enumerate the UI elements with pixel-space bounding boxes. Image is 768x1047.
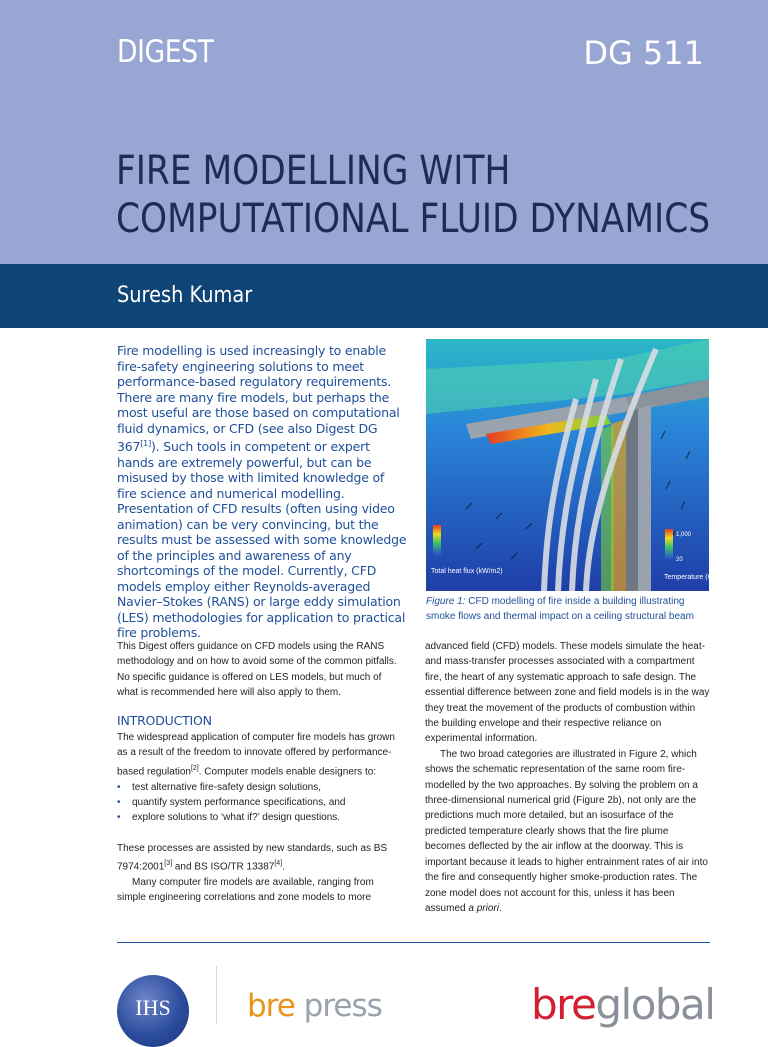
temperature-scale-min: 20 [676, 557, 683, 563]
two-categories-paragraph: The two broad categories are illustrated in Figure 2, which shows the schematic representation of the same room fire-modelled by the two approaches. By solving the problem on a three-dimensional numerical grid (Figure 2b), not only are the predictions much more detailed, but an isosurface of the predicted temperature clearly shows that the fire plume becomes deflected by the air inflow at the doorway. This is important because it leads to higher entrainment rates of air into the fire and consequently higher smoke-production rates. The zone model does not account for this, unless it has been assumed a priori. [425, 748, 708, 914]
right-column [425, 639, 710, 916]
figure-caption-text: CFD modelling of fire inside a building illustrating smoke flows and thermal impact on a ceiling structural beam [426, 596, 694, 622]
author-name: Suresh Kumar [117, 283, 253, 308]
bre-global-logo: breglobal [531, 980, 715, 1029]
abstract-reference: [1] [140, 439, 151, 448]
ihs-logo: IHS [117, 975, 189, 1047]
figure-caption [426, 594, 716, 624]
footer-divider-rule [117, 942, 710, 943]
design-uses-list [117, 780, 403, 826]
digest-series-label: DIGEST [117, 34, 214, 70]
list-item: • quantify system performance specifications, and [117, 795, 403, 810]
heat-flux-label: Total heat flux (kW/m2) [431, 568, 503, 575]
heat-flux-color-scale [433, 525, 441, 555]
list-item: • explore solutions to ‘what if?’ design questions. [117, 810, 403, 825]
standards-paragraph: These processes are assisted by new standards, such as BS 7974:2001[3] and BS ISO/TR 13387[4]. [117, 842, 388, 873]
reference-4: [4] [274, 860, 283, 868]
temperature-label: Temperature (C) [664, 574, 715, 581]
temperature-color-scale [665, 529, 673, 559]
abstract-text-part2: ). Such tools in competent or expert hands are extremely powerful, but can be misused by those with limited knowledge of fire science and numerical modelling. Presentation of CFD results (often using video animation) can be very convincing, but the results must be assessed with some knowledge of the principles and awareness of any shortcomings of the model. Currently, CFD models employ either Reynolds-averaged Navier–Stokes (RANS) or large eddy simulation (LES) methodologies for application to practical fire problems. [117, 439, 407, 641]
document-title [116, 147, 711, 243]
list-item: • test alternative fire-safety design solutions, [117, 780, 403, 795]
digest-number: DG 511 [583, 34, 704, 72]
field-models-paragraph: advanced field (CFD) models. These models simulate the heat- and mass-transfer processes associated with a compartment fire, the heart of any systematic approach to safe design. The essential difference between zone and field models is in the way they treat the movement of the products of combustion within the building envelope and their respective reliance on experimental information. [425, 641, 710, 745]
abstract-text-part1: Fire modelling is used increasingly to enable fire-safety engineering solutions to meet performance-based regulatory requirements. There are many fire models, but perhaps the most useful are those based on computational fluid dynamics, or CFD (see also Digest DG 367 [117, 343, 400, 455]
title-line-1: FIRE MODELLING WITH [116, 148, 511, 194]
author-band [0, 264, 768, 328]
cfd-figure-image [426, 339, 715, 591]
many-models-paragraph: Many computer fire models are available, ranging from simple engineering correlations and zone models to more [117, 876, 374, 904]
left-column [117, 639, 403, 906]
figure-label: Figure 1: [426, 596, 466, 607]
logo-divider [216, 966, 217, 1024]
reference-3: [3] [164, 860, 173, 868]
bre-press-logo: bre press [247, 988, 382, 1024]
abstract [117, 343, 407, 641]
title-line-2: COMPUTATIONAL FLUID DYNAMICS [116, 196, 711, 242]
intro-paragraph: This Digest offers guidance on CFD models using the RANS methodology and on how to avoid some of the common pitfalls. No specific guidance is offered on LES models, but much of what is recommended here will also apply to them. [117, 641, 397, 699]
introduction-paragraph: The widespread application of computer fire models has grown as a result of the freedom to innovate offered by performance-based regulation[2]. Computer models enable designers to: [117, 732, 395, 778]
temperature-scale-max: 1,000 [676, 532, 692, 538]
reference-2: [2] [190, 764, 199, 772]
section-heading-introduction: INTRODUCTION [117, 712, 212, 728]
